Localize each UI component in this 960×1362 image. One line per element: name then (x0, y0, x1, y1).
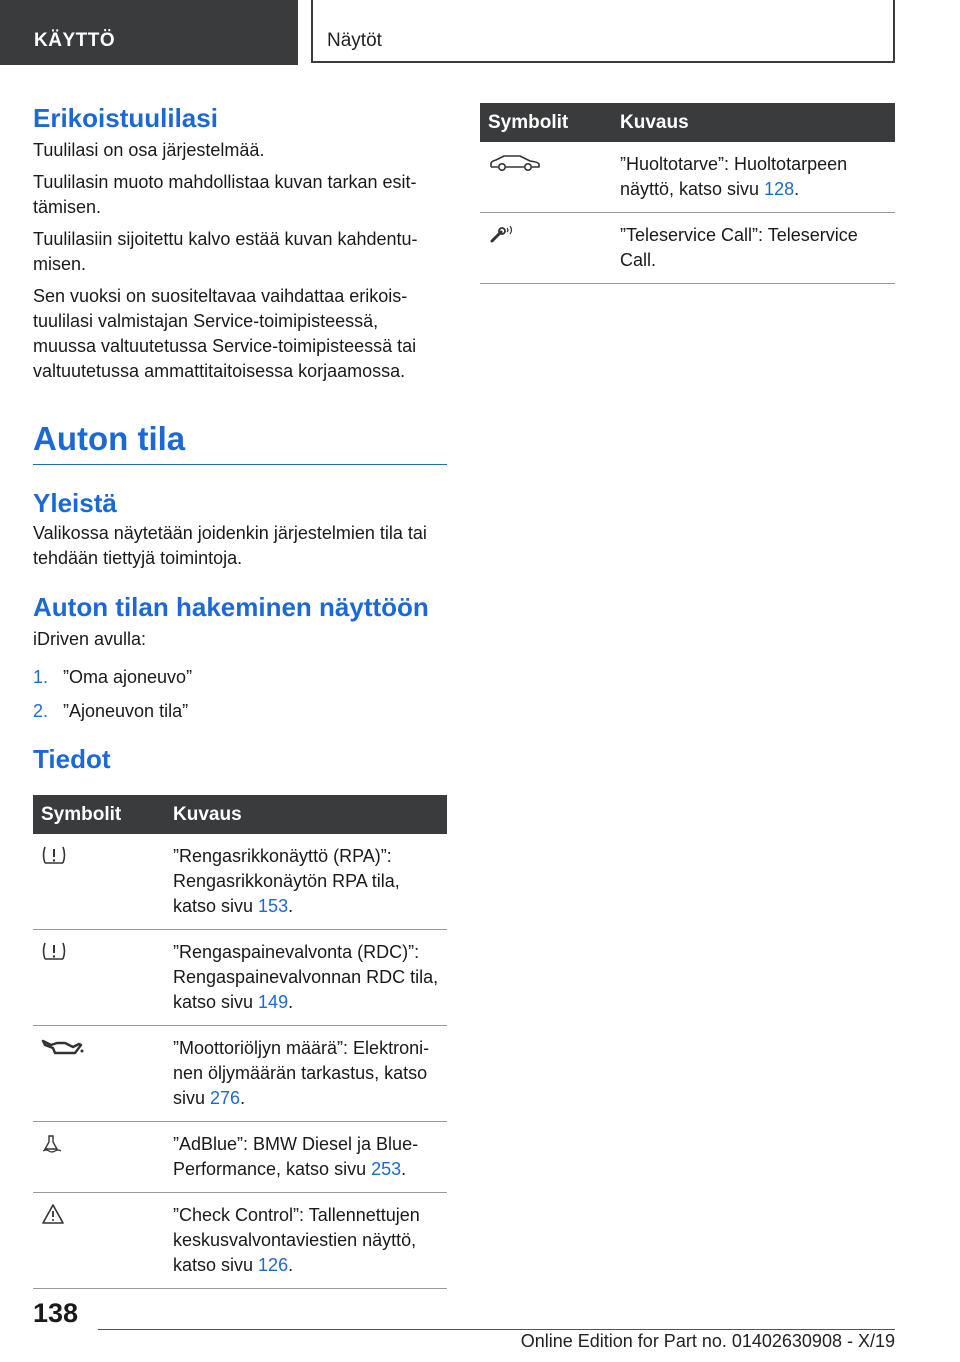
page-link[interactable]: 153 (258, 896, 289, 916)
symbols-table (33, 795, 447, 1289)
list-item: 2. ”Ajoneuvon tila” (33, 701, 189, 721)
table-row: ”Huoltotarve”: Huoltotarpeen näyttö, katso sivu 128. (480, 142, 895, 213)
paragraph: Sen vuoksi on suositeltavaa vaihdattaa erikois- tuulilasi valmistajan Service-toimipisteessä, muussa valtuutetussa Service-toimipisteessä tai valtuutetussa ammattitaitoisessa korjaamossa. (33, 286, 417, 381)
teleservice-wrench-icon (488, 223, 610, 245)
steps-list (33, 665, 447, 733)
right-column (480, 103, 895, 284)
symbols-table (480, 103, 895, 284)
oil-can-icon (41, 1036, 163, 1058)
heading-tiedot: Tiedot (33, 744, 111, 774)
table-row: ”Teleservice Call”: Teleservice Call. (480, 213, 895, 284)
table-row: ”Rengaspainevalvonta (RDC)”: Rengaspainevalvonnan RDC tila, katso sivu 149. (33, 930, 447, 1026)
header-section-label: KÄYTTÖ (34, 30, 116, 51)
header-chapter-label: Näytöt (327, 30, 382, 51)
tire-pressure-warning-icon (41, 940, 163, 962)
column-header-description: Kuvaus (163, 795, 447, 834)
page-link[interactable]: 253 (371, 1159, 402, 1179)
left-column (33, 100, 447, 1289)
page-link[interactable]: 126 (258, 1255, 289, 1275)
table-row: ”AdBlue”: BMW Diesel ja Blue- Performance, katso sivu 253. (33, 1122, 447, 1193)
paragraph: Tuulilasi on osa järjestelmää. (33, 140, 265, 160)
list-item: 1. ”Oma ajoneuvo” (33, 667, 193, 687)
car-service-icon (488, 152, 610, 174)
tire-pressure-warning-icon (41, 844, 163, 866)
warning-triangle-icon (41, 1203, 163, 1225)
heading-erikoistuulilasi: Erikoistuulilasi (33, 103, 218, 133)
header-chapter-box (311, 0, 895, 63)
paragraph: Tuulilasiin sijoitettu kalvo estää kuvan kahdentu- misen. (33, 229, 418, 274)
footer-divider (98, 1329, 895, 1330)
heading-hakeminen: Auton tilan hakeminen näyttöön (33, 592, 429, 622)
paragraph: Tuulilasin muoto mahdollistaa kuvan tarkan esit- tämisen. (33, 172, 417, 217)
table-row: ”Rengasrikkonäyttö (RPA)”: Rengasrikkonäytön RPA tila, katso sivu 153. (33, 834, 447, 930)
page-number: 138 (33, 1298, 79, 1328)
column-header-description: Kuvaus (610, 103, 895, 142)
heading-yleista: Yleistä (33, 488, 117, 518)
paragraph: iDriven avulla: (33, 629, 147, 649)
section-heading-wrap (33, 420, 447, 465)
header-section-tab (0, 0, 298, 65)
column-header-symbol: Symbolit (480, 103, 610, 142)
adblue-icon (41, 1132, 163, 1154)
heading-auton-tila: Auton tila (33, 420, 186, 457)
column-header-symbol: Symbolit (33, 795, 163, 834)
table-row: ”Check Control”: Tallennettujen keskusvalvontaviestien näyttö, katso sivu 126. (33, 1193, 447, 1289)
page-link[interactable]: 128 (764, 179, 795, 199)
paragraph: Valikossa näytetään joidenkin järjestelmien tila tai tehdään tiettyjä toimintoja. (33, 523, 427, 568)
page-link[interactable]: 149 (258, 992, 289, 1012)
table-row: ”Moottoriöljyn määrä”: Elektroni- nen öljymäärän tarkastus, katso sivu 276. (33, 1026, 447, 1122)
page-link[interactable]: 276 (210, 1088, 241, 1108)
footer-edition: Online Edition for Part no. 01402630908 - X/19 (520, 1331, 895, 1351)
